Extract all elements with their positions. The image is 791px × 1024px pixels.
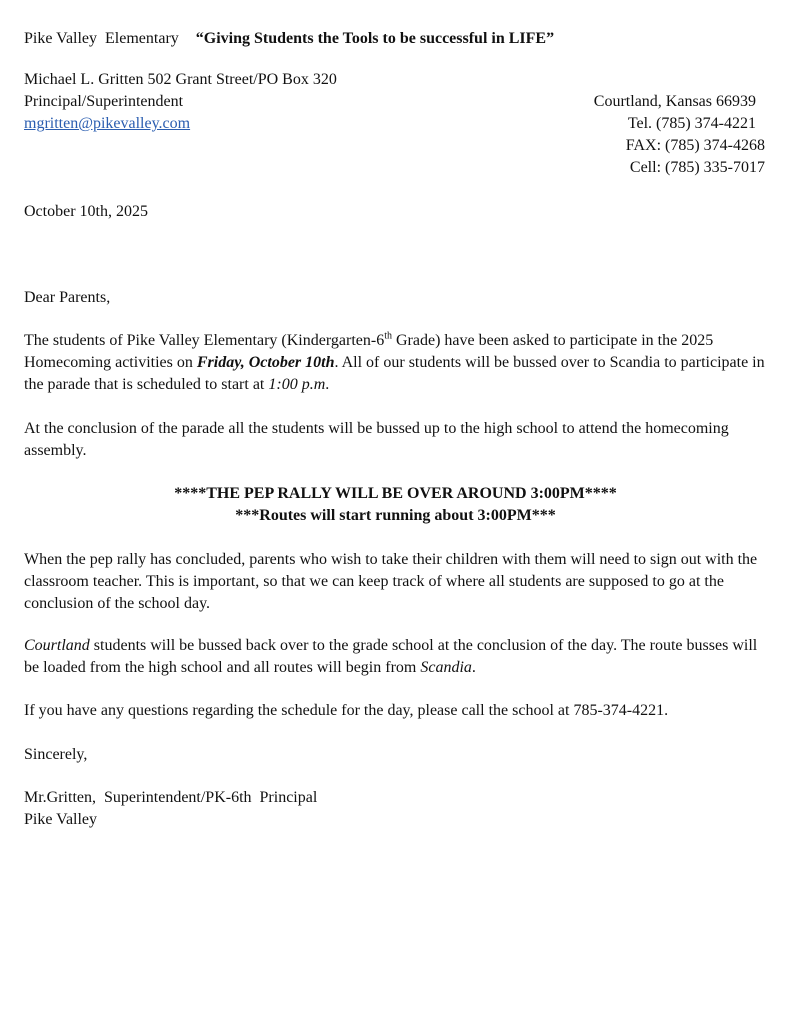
cell-number: Cell: (785) 335-7017 [629,159,765,176]
fax-number: FAX: (785) 374-4268 [625,137,765,154]
p1-text-d: . [325,376,330,393]
p4-text-b: . [471,659,476,676]
routes-notice: ***Routes will start running about 3:00PM*** [235,507,556,524]
signature-org: Pike Valley [24,811,98,828]
salutation: Dear Parents, [24,289,111,306]
email-link[interactable]: mgritten@pikevalley.com [24,115,191,132]
paragraph-assembly: At the conclusion of the parade all the students will be bussed up to the high school to attend the homecoming assembly. [24,420,729,459]
p4-text-a: students will be bussed back over to the grade school at the conclusion of the day. The route busses will be loaded from the high school and all routes will begin from [24,637,758,676]
city-state-zip: Courtland, Kansas 66939 [593,93,756,110]
p1-superscript: th [384,330,392,342]
paragraph-busses [24,635,769,679]
paragraph-questions: If you have any questions regarding the schedule for the day, please call the school at 785-374-4221. [24,702,669,719]
closing: Sincerely, [24,746,88,763]
p1-text-c: . All of our students will be bussed over to Scandia to participate in the parade that is scheduled to start at [24,354,765,393]
p1-text-b: Grade) have been asked to participate in the 2025 Homecoming activities on [24,332,714,371]
school-motto: “Giving Students the Tools to be successful in LIFE” [195,30,555,47]
paragraph-homecoming [24,330,769,396]
p1-text-a: The students of Pike Valley Elementary (Kindergarten-6 [24,332,385,349]
p1-time: 1:00 p.m [268,376,326,393]
school-name: Pike Valley Elementary [24,30,179,47]
paragraph-sign-out: When the pep rally has concluded, parents who wish to take their children with them will need to sign out with the classroom teacher. This is important, so that we can keep track of where all students are supposed to go at the conclusion of the school day. [24,551,758,612]
p1-date: Friday, October 10th [196,354,335,371]
p4-scandia: Scandia [420,659,472,676]
tel-number: Tel. (785) 374-4221 [627,115,756,132]
letter-date: October 10th, 2025 [24,203,148,220]
pep-rally-notice: ****THE PEP RALLY WILL BE OVER AROUND 3:00PM**** [174,485,617,502]
signature-name-title: Mr.Gritten, Superintendent/PK-6th Principal [24,789,318,806]
principal-name-address: Michael L. Gritten 502 Grant Street/PO Box 320 [24,71,337,88]
principal-title: Principal/Superintendent [24,93,184,110]
letterhead-line [24,28,554,50]
p4-courtland: Courtland [24,637,90,654]
